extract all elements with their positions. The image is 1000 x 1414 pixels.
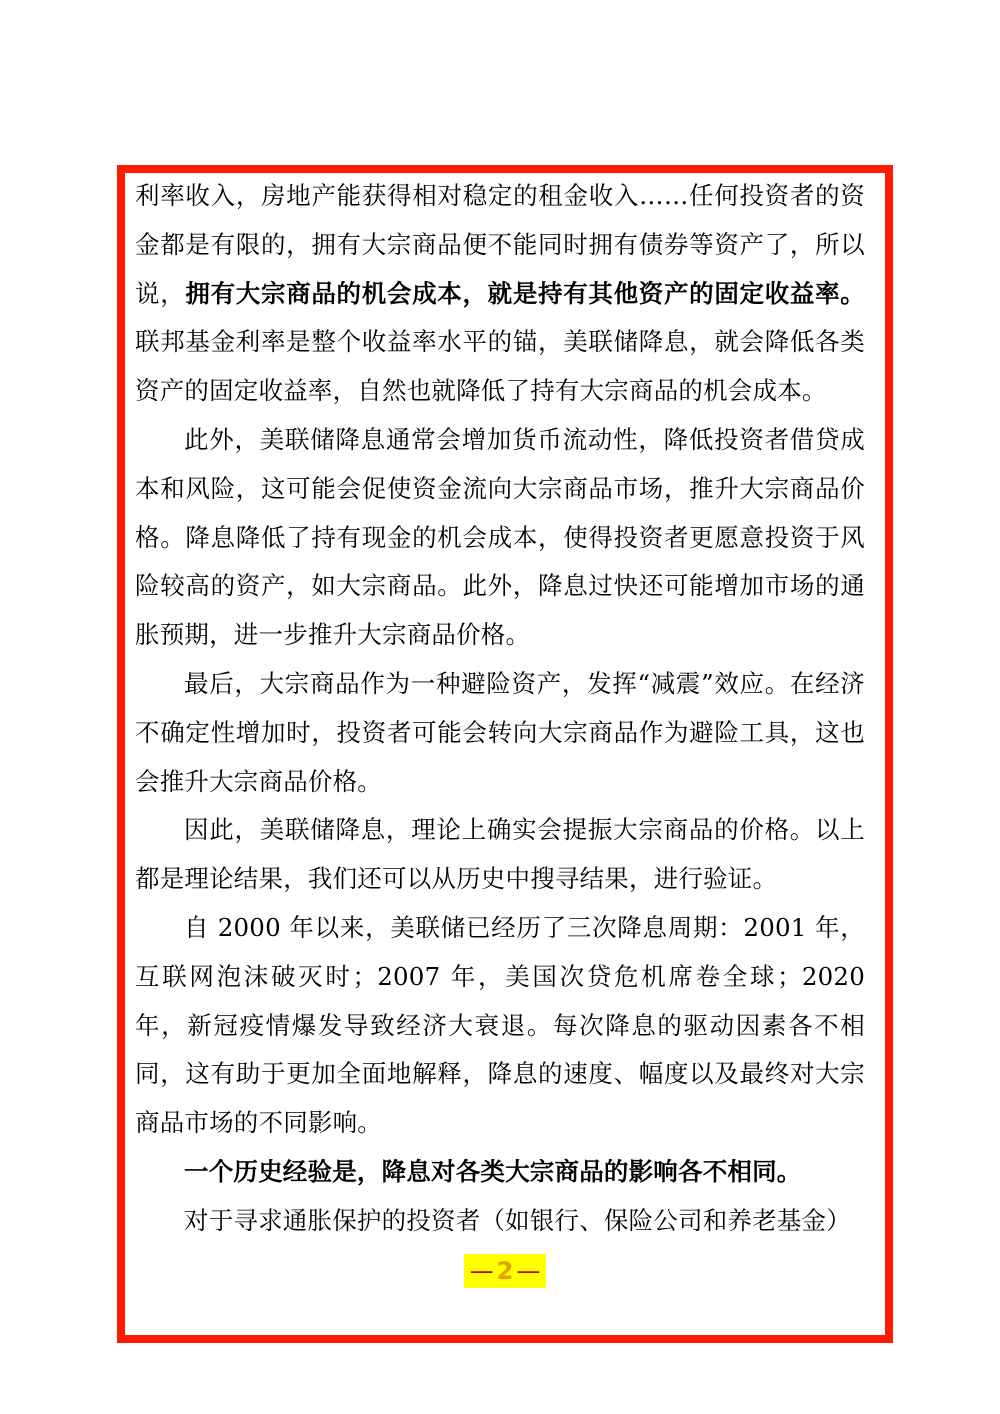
page-number-dash-right: — [516, 1257, 541, 1285]
paragraph-2-text: 此外，美联储降息通常会增加货币流动性，降低投资者借贷成本和风险，这可能会促使资金流向大宗商品市场，推升大宗商品价格。降息降低了持有现金的机会成本，使得投资者更愿意投资于风险较高的资产，如大宗商品。此外，降息过快还可能增加市场的通胀预期，进一步推升大宗商品价格。 [135, 424, 865, 650]
paragraph-4-text: 因此，美联储降息，理论上确实会提振大宗商品的价格。以上都是理论结果，我们还可以从历史中搜寻结果，进行验证。 [135, 815, 865, 894]
page-number-footer [464, 1254, 546, 1288]
paragraph-6-text: 一个历史经验是，降息对各类大宗商品的影响各不相同。 [184, 1156, 802, 1186]
paragraph-3 [135, 660, 865, 806]
paragraph-7 [135, 1197, 865, 1246]
paragraph-1-bold-text: 拥有大宗商品的机会成本，就是持有其他资产的固定收益率。 [185, 278, 865, 308]
document-body [135, 172, 865, 1246]
paragraph-5 [135, 904, 865, 1148]
paragraph-7-text: 对于寻求通胀保护的投资者（如银行、保险公司和养老基金） [184, 1205, 851, 1235]
paragraph-2 [135, 416, 865, 660]
page-number-value: 2 [496, 1257, 514, 1285]
paragraph-1-text-a: 利率收入，房地产能获得相对稳定的租金收入……任何投资者的资金都是有限的，拥有大宗商品便不能同时拥有债券等资产了，所以说， [135, 181, 865, 308]
paragraph-6-key-point [135, 1148, 865, 1197]
paragraph-3-text: 最后，大宗商品作为一种避险资产，发挥“减震”效应。在经济不确定性增加时，投资者可能会转向大宗商品作为避险工具，这也会推升大宗商品价格。 [135, 668, 865, 796]
paragraph-4 [135, 806, 865, 904]
page-number-dash-left: — [469, 1257, 494, 1285]
paragraph-1-text-b: 联邦基金利率是整个收益率水平的锚，美联储降息，就会降低各类资产的固定收益率，自然也就降低了持有大宗商品的机会成本。 [135, 327, 865, 406]
paragraph-1 [135, 172, 865, 416]
paragraph-5-text: 自 2000 年以来，美联储已经历了三次降息周期：2001 年，互联网泡沫破灭时；2007 年，美国次贷危机席卷全球；2020 年，新冠疫情爆发导致经济大衰退。每次降息的驱动因素各不相同，这有助于更加全面地解释，降息的速度、幅度以及最终对大宗商品市场的不同影响。 [135, 912, 865, 1138]
